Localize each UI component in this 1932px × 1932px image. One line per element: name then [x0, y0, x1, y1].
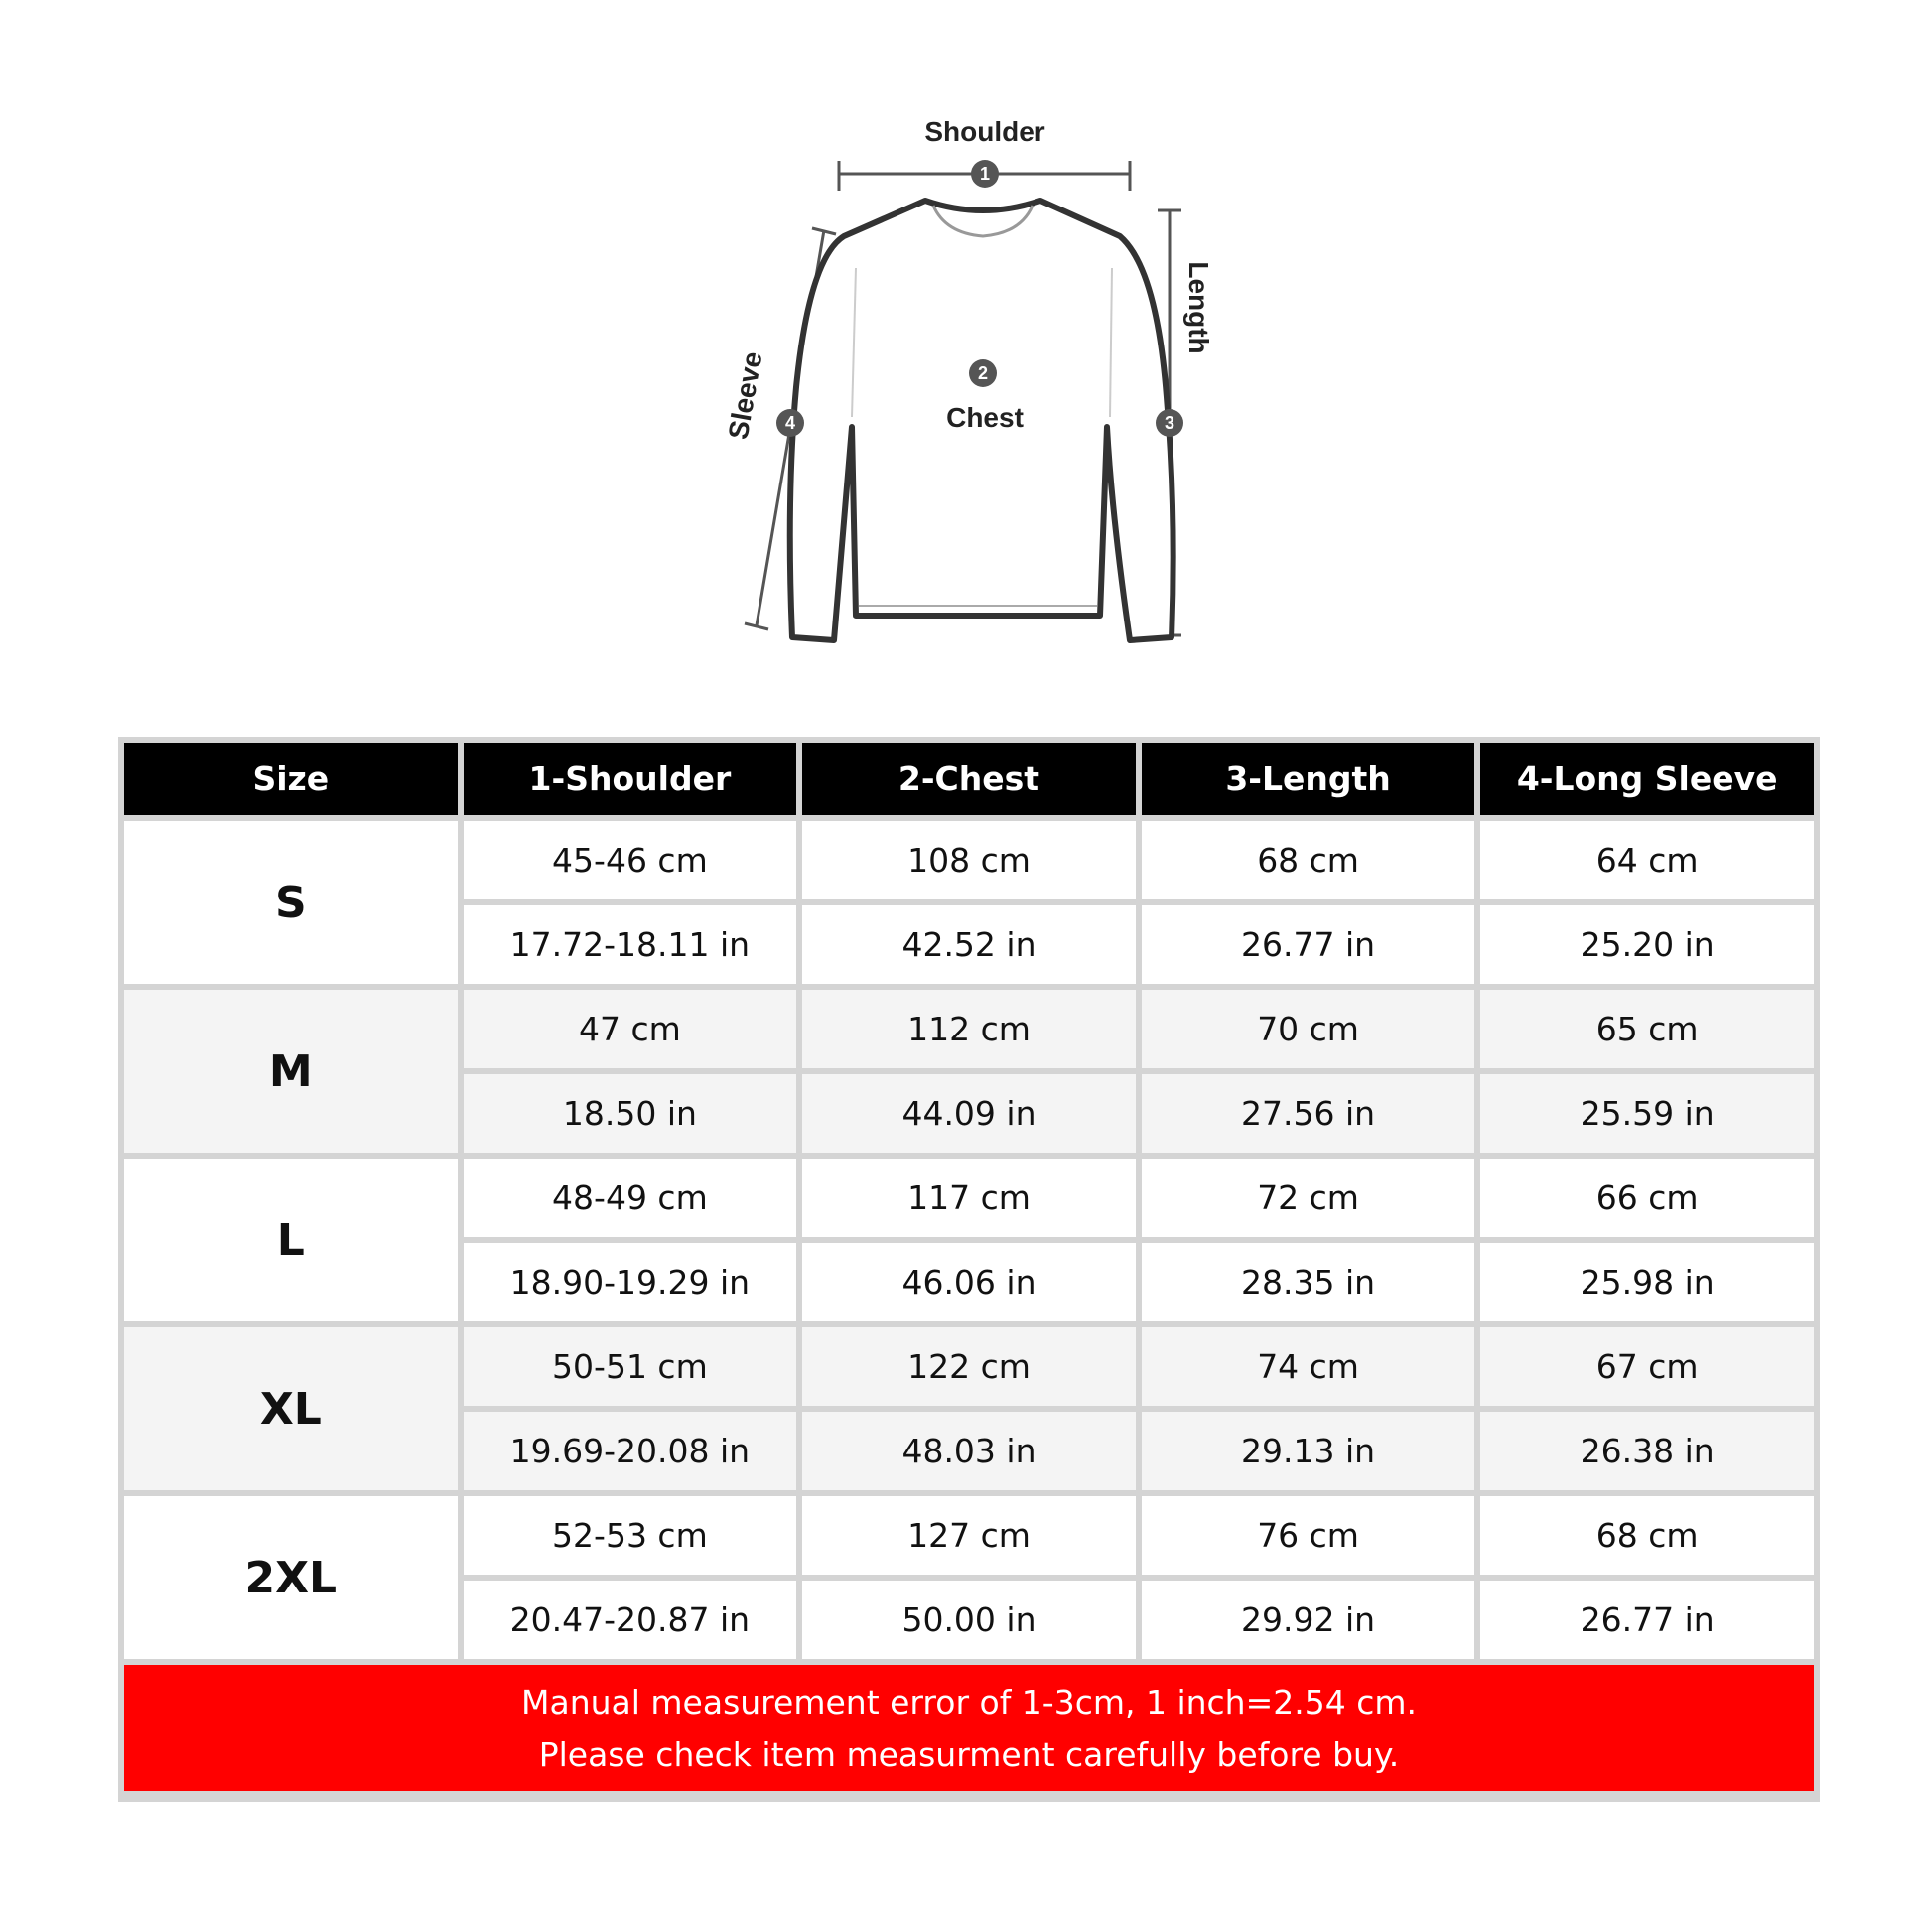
measurement-note	[124, 1665, 1814, 1791]
measurement-cell: 108 cm	[802, 821, 1136, 899]
measurement-cell: 74 cm	[1142, 1327, 1475, 1406]
sleeve-label: Sleeve	[722, 348, 768, 442]
measurement-cell: 47 cm	[464, 990, 797, 1068]
size-cell: L	[124, 1159, 458, 1321]
measurement-cell: 25.20 in	[1480, 905, 1814, 984]
size-chart-table	[118, 737, 1820, 1802]
measurement-cell: 68 cm	[1142, 821, 1475, 899]
measurement-cell: 65 cm	[1480, 990, 1814, 1068]
note-line: Please check item measurment carefully before buy.	[538, 1734, 1400, 1774]
size-cell: XL	[124, 1327, 458, 1490]
measurement-cell: 122 cm	[802, 1327, 1136, 1406]
measurement-cell: 72 cm	[1142, 1159, 1475, 1237]
measurement-cell: 117 cm	[802, 1159, 1136, 1237]
svg-text:4: 4	[784, 413, 796, 433]
header-long-sleeve: 4-Long Sleeve	[1480, 743, 1814, 815]
measurement-cell: 19.69-20.08 in	[464, 1412, 797, 1490]
measurement-cell: 18.50 in	[464, 1074, 797, 1153]
size-cell: 2XL	[124, 1496, 458, 1659]
measurement-cell: 70 cm	[1142, 990, 1475, 1068]
marker-4-icon	[776, 409, 804, 437]
measurement-cell: 67 cm	[1480, 1327, 1814, 1406]
measurement-cell: 76 cm	[1142, 1496, 1475, 1575]
measurement-cell: 45-46 cm	[464, 821, 797, 899]
length-label: Length	[1183, 261, 1214, 354]
header-shoulder: 1-Shoulder	[464, 743, 797, 815]
measurement-cell: 27.56 in	[1142, 1074, 1475, 1153]
measurement-cell: 26.77 in	[1142, 905, 1475, 984]
svg-text:2: 2	[977, 363, 989, 383]
measurement-cell: 48.03 in	[802, 1412, 1136, 1490]
measurement-cell: 48-49 cm	[464, 1159, 797, 1237]
svg-text:3: 3	[1164, 413, 1175, 433]
table-row	[124, 990, 1814, 1068]
header-size: Size	[124, 743, 458, 815]
measurement-cell: 64 cm	[1480, 821, 1814, 899]
marker-2-icon	[969, 359, 997, 387]
marker-1-icon	[971, 160, 999, 188]
measurement-cell: 66 cm	[1480, 1159, 1814, 1237]
shoulder-label: Shoulder	[924, 116, 1045, 147]
measurement-cell: 52-53 cm	[464, 1496, 797, 1575]
measurement-cell: 42.52 in	[802, 905, 1136, 984]
measurement-cell: 25.59 in	[1480, 1074, 1814, 1153]
table-row	[124, 1327, 1814, 1406]
measurement-cell: 17.72-18.11 in	[464, 905, 797, 984]
measurement-cell: 29.13 in	[1142, 1412, 1475, 1490]
measurement-cell: 127 cm	[802, 1496, 1136, 1575]
size-cell: M	[124, 990, 458, 1153]
table-row	[124, 821, 1814, 899]
measurement-cell: 46.06 in	[802, 1243, 1136, 1321]
measurement-cell: 112 cm	[802, 990, 1136, 1068]
sweater-measurement-diagram	[695, 99, 1251, 665]
marker-3-icon	[1156, 409, 1183, 437]
measurement-cell: 28.35 in	[1142, 1243, 1475, 1321]
table-row	[124, 1159, 1814, 1237]
header-chest: 2-Chest	[802, 743, 1136, 815]
svg-text:1: 1	[979, 164, 991, 184]
measurement-cell: 26.38 in	[1480, 1412, 1814, 1490]
measurement-cell: 26.77 in	[1480, 1581, 1814, 1659]
header-row	[124, 743, 1814, 815]
measurement-cell: 20.47-20.87 in	[464, 1581, 797, 1659]
measurement-cell: 29.92 in	[1142, 1581, 1475, 1659]
measurement-cell: 18.90-19.29 in	[464, 1243, 797, 1321]
measurement-cell: 50-51 cm	[464, 1327, 797, 1406]
measurement-cell: 44.09 in	[802, 1074, 1136, 1153]
measurement-cell: 50.00 in	[802, 1581, 1136, 1659]
chest-label: Chest	[946, 402, 1024, 433]
size-cell: S	[124, 821, 458, 984]
measurement-cell: 25.98 in	[1480, 1243, 1814, 1321]
header-length: 3-Length	[1142, 743, 1475, 815]
table-row	[124, 1496, 1814, 1575]
sweater-outline-icon	[695, 99, 1251, 665]
measurement-cell: 68 cm	[1480, 1496, 1814, 1575]
note-line: Manual measurement error of 1-3cm, 1 inch=2.54 cm.	[521, 1682, 1417, 1722]
